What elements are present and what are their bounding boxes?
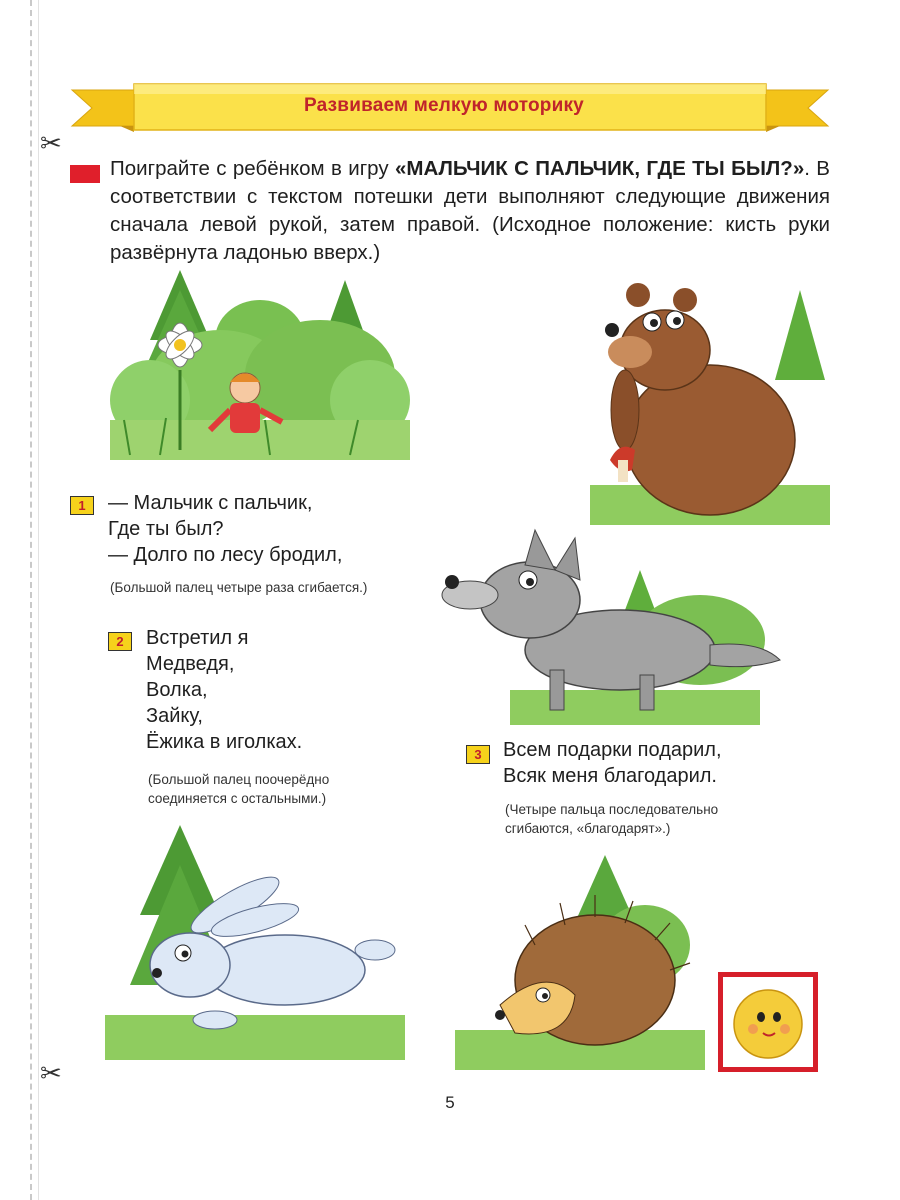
boy-in-forest-illustration xyxy=(110,270,410,460)
banner-title: Развиваем мелкую моторику xyxy=(304,95,584,116)
verse-line: Волка, xyxy=(146,679,208,701)
intro-paragraph xyxy=(110,155,830,267)
hare-illustration xyxy=(105,825,405,1060)
verse-line: — Долго по лесу бродил, xyxy=(108,544,343,566)
kolobok-icon xyxy=(723,977,813,1067)
verse-line: Встретил я xyxy=(146,627,249,649)
intro-lead: Поиграйте с ребёнком в игру xyxy=(110,157,395,180)
wolf-illustration xyxy=(440,530,785,725)
note-line: (Большой палец поочерёдно xyxy=(148,772,330,787)
verse-line: Медведя, xyxy=(146,653,235,675)
step-number-badge: 2 xyxy=(108,632,132,651)
kolobok-frame xyxy=(718,972,818,1072)
note-line: сгибаются, «благодарят».) xyxy=(505,821,671,836)
hedgehog-illustration xyxy=(455,855,705,1070)
game-title: «МАЛЬЧИК С ПАЛЬЧИК, ГДЕ ТЫ БЫЛ?» xyxy=(394,157,805,180)
step-number-badge: 1 xyxy=(70,496,94,515)
step-1-note: (Большой палец четыре раза сгибается.) xyxy=(110,580,368,595)
note-line: соединяется с остальными.) xyxy=(148,791,327,806)
bullet-marker xyxy=(70,165,100,183)
step-2-verse xyxy=(146,625,302,755)
scissors-icon: ✂ xyxy=(40,128,62,158)
verse-line: Ёжика в иголках. xyxy=(146,731,303,753)
intro-rest: . В соответствии с текстом потешки дети выполняют следующие движения сначала левой рукой, затем правой. (Исходное положение: кисть руки развёрнута ладонью вверх.) xyxy=(110,157,830,264)
verse-line: — Мальчик с пальчик, xyxy=(108,492,313,514)
cut-line xyxy=(30,0,32,1200)
step-2-note xyxy=(148,770,329,808)
verse-line: Всяк меня благодарил. xyxy=(503,765,717,787)
step-3-verse xyxy=(503,737,722,789)
verse-line: Где ты был? xyxy=(108,518,224,540)
verse-line: Всем подарки подарил, xyxy=(503,739,722,761)
step-number-badge: 3 xyxy=(466,745,490,764)
scissors-icon: ✂ xyxy=(40,1058,62,1088)
bear-illustration xyxy=(590,270,830,525)
step-3-note xyxy=(505,800,718,838)
margin-line xyxy=(38,0,39,1200)
page-number: 5 xyxy=(445,1093,455,1112)
step-1-verse xyxy=(108,490,342,568)
note-line: (Четыре пальца последовательно xyxy=(505,802,719,817)
verse-line: Зайку, xyxy=(146,705,203,727)
